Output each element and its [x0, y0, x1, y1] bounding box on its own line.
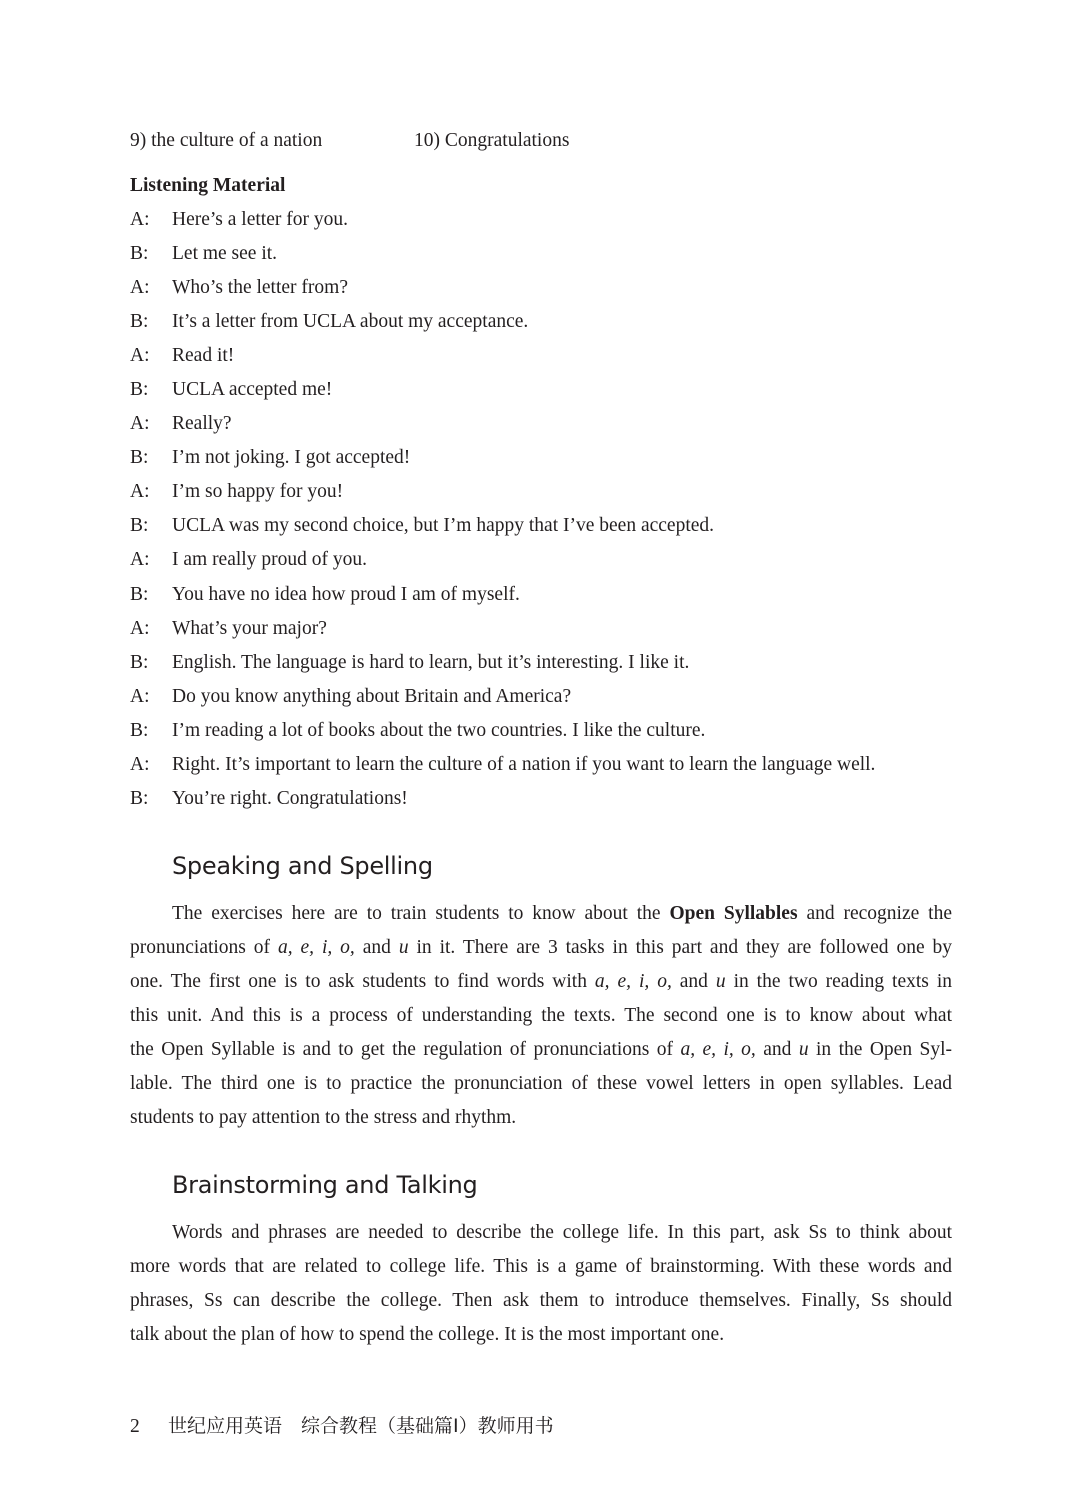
paragraph-line: talk about the plan of how to spend the college. It is the most important one. — [130, 1324, 725, 1345]
text-run: in the two reading texts in — [725, 971, 953, 992]
text-run: the Open Syllable is and to get the regulation of pronunciations of — [130, 1039, 681, 1060]
speaker-label: A: — [130, 345, 150, 367]
speaker-label: A: — [130, 685, 150, 707]
dialogue-line — [130, 207, 960, 241]
vowel-letters: a, e, i, o, — [680, 1039, 756, 1060]
utterance-text: Who’s the letter from? — [172, 277, 348, 299]
dialogue-line — [130, 377, 960, 411]
dialogue-line — [130, 582, 960, 616]
utterance-text: Do you know anything about Britain and America? — [172, 685, 572, 707]
text-run: and — [354, 937, 399, 958]
utterance-text: I’m not joking. I got accepted! — [172, 447, 411, 469]
dialogue-line — [130, 616, 960, 650]
speaking-spelling-paragraph — [130, 901, 952, 1139]
speaker-label: B: — [130, 447, 149, 469]
dialogue-line — [130, 718, 960, 752]
utterance-text: UCLA accepted me! — [172, 379, 333, 401]
utterance-text: Right. It’s important to learn the culture of a nation if you want to learn the language well. — [172, 753, 876, 775]
speaker-label: B: — [130, 243, 149, 265]
speaker-label: B: — [130, 651, 149, 673]
paragraph-line — [130, 969, 952, 1003]
brainstorming-talking-heading: Brainstorming and Talking — [172, 1171, 478, 1199]
answer-item-9: 9) the culture of a nation — [130, 130, 323, 151]
paragraph-line: Words and phrases are needed to describe the college life. In this part, ask Ss to think about — [172, 1222, 952, 1243]
dialogue-line — [130, 411, 960, 445]
text-run: one. The first one is to ask students to find words with — [130, 971, 595, 992]
paragraph-line — [130, 1037, 952, 1071]
speaker-label: A: — [130, 617, 150, 639]
page-number: 2 — [130, 1416, 140, 1437]
text-run: and — [755, 1039, 799, 1060]
paragraph-line: students to pay attention to the stress and rhythm. — [130, 1107, 517, 1128]
vowel-letters: a, e, i, o, — [277, 937, 355, 958]
paragraph-line: phrases, Ss can describe the college. Then ask them to introduce themselves. Finally, Ss should — [130, 1290, 952, 1311]
text-run: The exercises here are to train students to know about the — [172, 903, 670, 924]
speaker-label: A: — [130, 753, 150, 775]
dialogue-line — [130, 650, 960, 684]
utterance-text: You’re right. Congratulations! — [172, 787, 408, 809]
utterance-text: You have no idea how proud I am of myself. — [172, 583, 520, 605]
text-run: and recognize the — [797, 903, 953, 924]
paragraph-line — [130, 901, 952, 935]
answer-item-10: 10) Congratulations — [414, 130, 570, 151]
open-syllables-term: Open Syllables — [669, 903, 798, 924]
paragraph-line: lable. The third one is to practice the pronunciation of these vowel letters in open syllables. Lead — [130, 1073, 952, 1094]
utterance-text: I am really proud of you. — [172, 549, 367, 571]
vowel-letters: a, e, i, o, — [594, 971, 672, 992]
text-run: and — [671, 971, 716, 992]
speaker-label: B: — [130, 311, 149, 333]
dialogue-line — [130, 752, 960, 786]
listening-material-heading: Listening Material — [130, 175, 286, 196]
dialogue-line — [130, 547, 960, 581]
speaker-label: B: — [130, 515, 149, 537]
page-footer — [130, 1412, 554, 1441]
text-run: in the Open Syl- — [808, 1039, 953, 1060]
speaker-label: B: — [130, 719, 149, 741]
utterance-text: I’m reading a lot of books about the two countries. I like the culture. — [172, 719, 706, 741]
paragraph-line: this unit. And this is a process of understanding the texts. The second one is to know about what — [130, 1005, 952, 1026]
vowel-letter-u: u — [398, 937, 409, 958]
utterance-text: UCLA was my second choice, but I’m happy that I’ve been accepted. — [172, 515, 715, 537]
dialogue-line — [130, 513, 960, 547]
utterance-text: I’m so happy for you! — [172, 481, 344, 503]
speaker-label: A: — [130, 549, 150, 571]
utterance-text: It’s a letter from UCLA about my acceptance. — [172, 311, 529, 333]
speaker-label: B: — [130, 787, 149, 809]
utterance-text: English. The language is hard to learn, but it’s interesting. I like it. — [172, 651, 690, 673]
paragraph-line — [130, 935, 952, 969]
utterance-text: Let me see it. — [172, 243, 278, 265]
dialogue-line — [130, 343, 960, 377]
speaking-spelling-heading: Speaking and Spelling — [172, 852, 433, 880]
text-run: in it. There are 3 tasks in this part and they are followed one by — [408, 937, 953, 958]
dialogue-line — [130, 275, 960, 309]
paragraph-line: more words that are related to college life. This is a game of brainstorming. With these words and — [130, 1256, 952, 1277]
book-title: 世纪应用英语 综合教程（基础篇Ⅰ）教师用书 — [168, 1415, 554, 1437]
dialogue-line — [130, 684, 960, 718]
dialogue-line — [130, 786, 960, 820]
utterance-text: Here’s a letter for you. — [172, 209, 348, 230]
brainstorming-talking-paragraph — [130, 1220, 952, 1356]
vowel-letter-u: u — [715, 971, 726, 992]
utterance-text: Read it! — [172, 345, 235, 367]
speaker-label: B: — [130, 379, 149, 401]
speaker-label: A: — [130, 277, 150, 299]
utterance-text: What’s your major? — [172, 617, 327, 639]
utterance-text: Really? — [172, 413, 232, 435]
speaker-label: A: — [130, 209, 150, 230]
speaker-label: B: — [130, 583, 149, 605]
text-run: pronunciations of — [130, 937, 278, 958]
speaker-label: A: — [130, 481, 150, 503]
dialogue-line — [130, 241, 960, 275]
dialogue-line — [130, 479, 960, 513]
vowel-letter-u: u — [798, 1039, 809, 1060]
dialogue-line — [130, 445, 960, 479]
listening-dialogue — [130, 207, 960, 820]
dialogue-line — [130, 309, 960, 343]
speaker-label: A: — [130, 413, 150, 435]
